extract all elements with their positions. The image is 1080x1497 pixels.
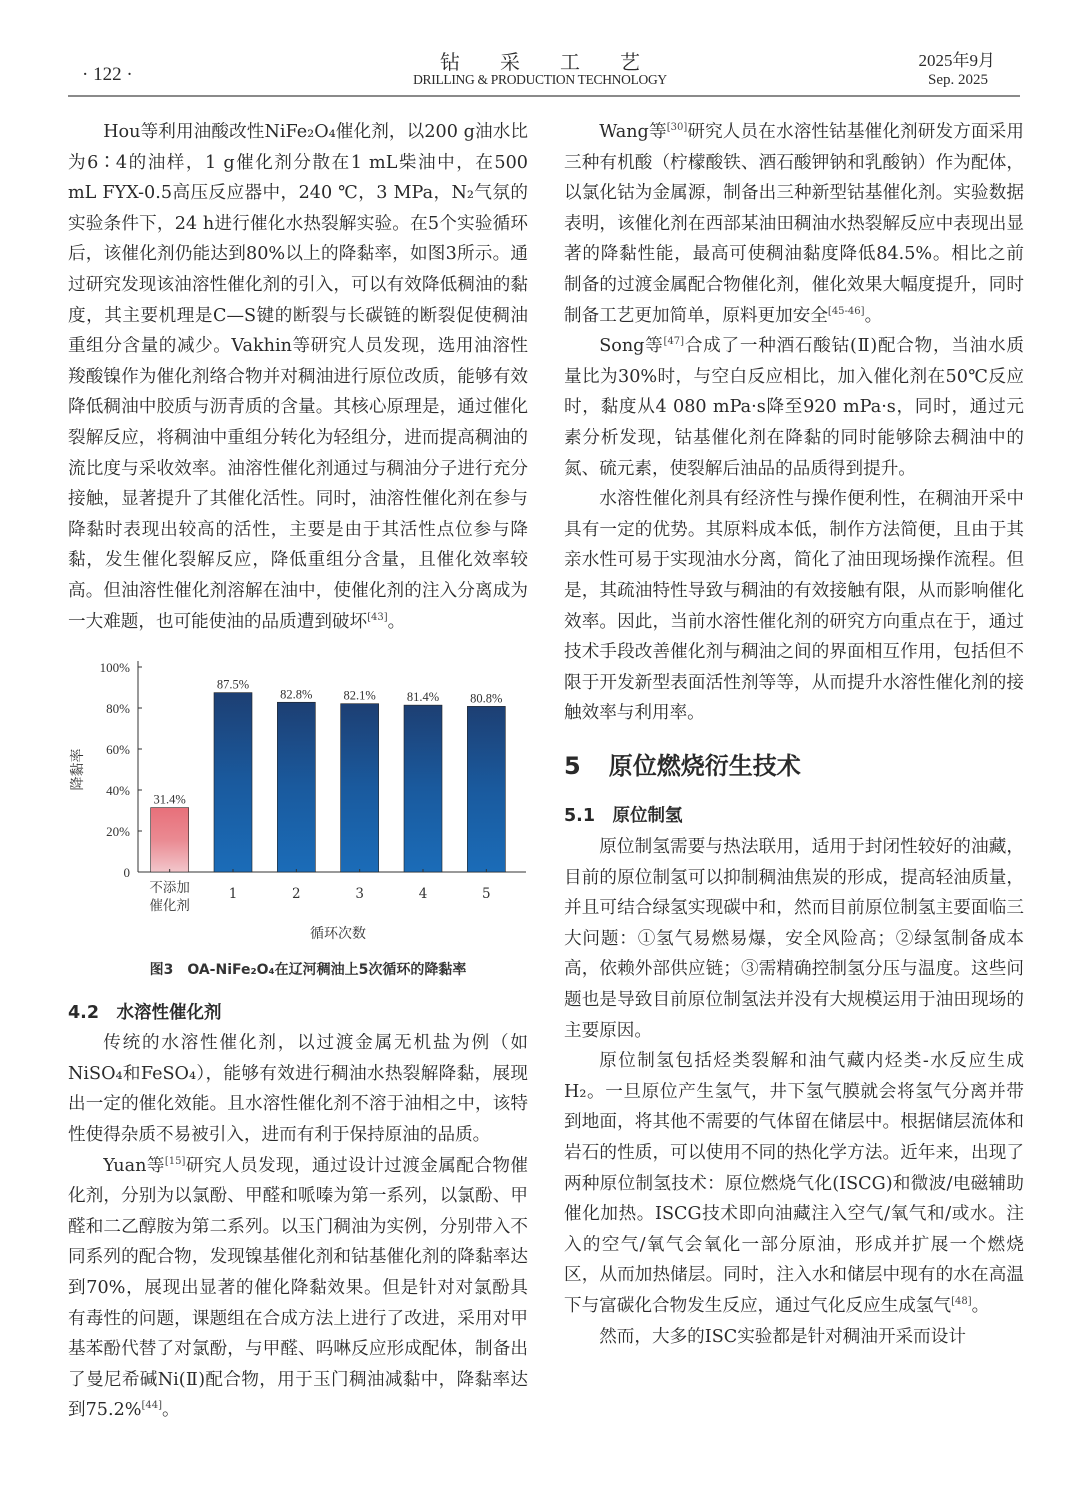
citation[interactable]: [47] (663, 336, 685, 348)
paragraph-text: 合成了一种酒石酸钴(Ⅱ)配合物，当油水质量比为30%时，与空白反应相比，加入催化剂在50℃反应时，黏度从4 080 mPa·s降至920 mPa·s，同时，通过元素分析发现，钴基催化剂在降黏的同时能够除去稠油中的氮、硫元素，使裂解后油品的品质得到提升。 (564, 336, 1024, 479)
figure-3 (68, 647, 528, 947)
bar (341, 704, 379, 872)
section-number: 5 (564, 751, 581, 780)
section-title: 原位燃烧衍生技术 (608, 751, 801, 780)
y-tick-label: 80% (106, 701, 130, 717)
punct: 。 (387, 611, 406, 632)
x-axis-label: 循环次数 (310, 926, 366, 943)
journal-title-cn: 钻采工艺 (440, 50, 680, 74)
journal-title-en: DRILLING & PRODUCTION TECHNOLOGY (413, 72, 667, 87)
x-tick-label: 2 (292, 886, 301, 903)
section-heading-4-2: 4.2 水溶性催化剂 (68, 1002, 222, 1023)
x-tick-label: 4 (418, 886, 428, 903)
bar (467, 706, 505, 872)
citation[interactable]: [45-46] (827, 305, 865, 317)
paragraph-text: Wang等 (599, 122, 667, 142)
y-axis-label: 降黏率 (70, 748, 86, 791)
bar-value-label: 82.8% (280, 687, 313, 702)
citation[interactable]: [48] (951, 1296, 972, 1308)
paragraph (68, 1151, 528, 1426)
paragraph-text: 研究人员发现，通过设计过渡金属配合物催化剂，分别为以氯酚、甲醛和哌嗪为第一系列，以氯酚、甲醛和二乙醇胺为第二系列。以玉门稠油为实例，分别带入不同系列的配合物，发现镍基催化剂和钴基催化剂的降黏率达到70%，展现出显著的催化降黏效果。但是针对对氯酚具有毒性的问题，课题组在合成方法上进行了改进，采用对甲基苯酚代替了对氯酚，与甲醛、吗啉反应形成配体，制备出了曼尼希碱Ni(Ⅱ)配合物，用于玉门稠油减黏中，降黏率达到75.2% (68, 1155, 528, 1421)
page-number: · 122 · (82, 64, 133, 85)
y-tick-label: 40% (106, 783, 130, 799)
paragraph (564, 331, 1024, 484)
bar-value-label: 80.8% (470, 691, 503, 706)
bar (214, 693, 252, 872)
x-tick-label: 不添加 (149, 880, 190, 897)
paragraph-text: 研究人员在水溶性钴基催化剂研发方面采用三种有机酸（柠檬酸铁、酒石酸钾钠和乳酸钠）作为配体，以氯化钴为金属源，制备出三种新型钴基催化剂。实验数据表明，该催化剂在西部某油田稠油水热裂解反应中表现出显著的降黏性能，最高可使稠油黏度降低84.5%。相比之前制备的过渡金属配合物催化剂，催化效果大幅度提升，同时制备工艺更加简单，原料更加安全 (564, 122, 1024, 326)
y-tick-label: 100% (99, 660, 130, 676)
citation[interactable]: [43] (367, 611, 388, 623)
issue-date-cn: 2025年9月 (918, 51, 995, 70)
paragraph-text: 原位制氢包括烃类裂解和油气藏内烃类-水反应生成H₂。一旦原位产生氢气，井下氢气膜就会将氢气分离并带到地面，将其他不需要的气体留在储层中。根据储层流体和岩石的性质，可以使用不同的热化学方法。近年来，出现了两种原位制氢技术：原位燃烧气化(ISCG)和微波/电磁辅助催化加热。ISCG技术即向油藏注入空气/氧气和/或水。注入的空气/氧气会氧化一部分原油，形成并扩展一个燃烧区，从而加热储层。同时，注入水和储层中现有的水在高温下与富碳化合物发生反应，通过气化反应生成氢气 (564, 1051, 1024, 1316)
paragraph-text: Hou等利用油酸改性NiFe₂O₄催化剂，以200 g油水比为6∶4的油样，1 g催化剂分散在1 mL柴油中，在500 mL FYX-0.5高压反应器中，240 ℃，3 MPa，N₂气氛的实验条件下，24 h进行催化水热裂解实验。在5个实验循环后，该催化剂仍能达到80%以上的降黏率，如图3所示。通过研究发现该油溶性催化剂的引入，可以有效降低稠油的黏度，其主要机理是C—S键的断裂与长碳链的断裂促使稠油重组分含量的减少。Vakhin等研究人员发现，选用油溶性羧酸镍作为催化剂络合物并对稠油进行原位改质，能够有效降低稠油中胶质与沥青质的含量。其核心原理是，通过催化裂解反应，将稠油中重组分转化为轻组分，进而提高稠油的流比度与采收效率。油溶性催化剂通过与稠油分子进行充分接触，显著提升了其催化活性。同时，油溶性催化剂在参与降黏时表现出较高的活性，主要是由于其活性点位参与降黏，发生催化裂解反应，降低重组分含量，且催化效率较高。但油溶性催化剂溶解在油中，使催化剂的注入分离成为一大难题，也可能使油的品质遭到破坏 (68, 122, 528, 632)
y-tick-label: 0 (123, 865, 130, 881)
issue-date-en: Sep. 2025 (928, 72, 988, 88)
citation[interactable]: [30] (666, 122, 688, 134)
paragraph (564, 117, 1024, 331)
punct: 。 (864, 305, 883, 326)
section-heading-5-1: 5.1 原位制氢 (564, 806, 683, 827)
x-tick-label: 催化剂 (149, 898, 190, 915)
bar (404, 705, 442, 872)
paragraph-text: Song等 (599, 336, 664, 357)
header-rule (68, 95, 1020, 97)
citation[interactable]: [15] (164, 1155, 186, 1167)
x-tick-label: 5 (482, 886, 491, 903)
paragraph (564, 1046, 1024, 1321)
bar-value-label: 82.1% (343, 688, 376, 703)
paragraph: 水溶性催化剂具有经济性与操作便利性，在稠油开采中具有一定的优势。其原料成本低，制作方法简便，且由于其亲水性可易于实现油水分离，简化了油田现场操作流程。但是，其疏油特性导致与稠油的有效接触有限，从而影响催化效率。因此，当前水溶性催化剂的研究方向重点在于，通过技术手段改善催化剂与稠油之间的界面相互作用，包括但不限于开发新型表面活性剂等等，从而提升水溶性催化剂的接触效率与利用率。 (564, 489, 1024, 724)
paragraph-text: Yuan等 (103, 1155, 165, 1176)
paragraph: 原位制氢需要与热法联用，适用于封闭性较好的油藏，目前的原位制氢可以抑制稠油焦炭的形成，提高轻油质量，并且可结合绿氢实现碳中和，然而目前原位制氢主要面临三大问题：①氢气易燃易爆，安全风险高；②绿氢制备成本高，依赖外部供应链；③需精确控制氢分压与温度。这些问题也是导致目前原位制氢法并没有大规模运用于油田现场的主要原因。 (564, 837, 1024, 1041)
x-tick-label: 3 (355, 886, 364, 903)
figure-caption: 图3 OA-NiFe₂O₄在辽河稠油上5次循环的降黏率 (149, 962, 467, 979)
paragraph (68, 117, 528, 637)
paragraph: 然而，大多的ISC实验都是针对稠油开采而设计 (599, 1326, 966, 1347)
bar (151, 808, 189, 872)
bar-value-label: 31.4% (153, 792, 186, 807)
bar-value-label: 81.4% (406, 690, 440, 705)
left-column (68, 117, 528, 1426)
page-header (0, 0, 1080, 100)
y-tick-label: 60% (106, 742, 130, 758)
bar (277, 702, 315, 872)
right-column (564, 117, 1024, 1352)
punct: 。 (162, 1400, 180, 1421)
x-tick-label: 1 (228, 886, 238, 903)
bar-chart (68, 647, 528, 947)
section-heading-5 (564, 751, 1024, 782)
y-tick-label: 20% (106, 824, 130, 840)
punct: 。 (971, 1295, 990, 1316)
bar-value-label: 87.5% (216, 677, 250, 692)
paragraph: 传统的水溶性催化剂，以过渡金属无机盐为例（如NiSO₄和FeSO₄），能够有效进行稠油水热裂解降黏，展现出一定的催化效能。且水溶性催化剂不溶于油相之中，该特性使得杂质不易被引入，进而有利于保持原油的品质。 (68, 1033, 528, 1146)
citation[interactable]: [44] (141, 1400, 163, 1412)
